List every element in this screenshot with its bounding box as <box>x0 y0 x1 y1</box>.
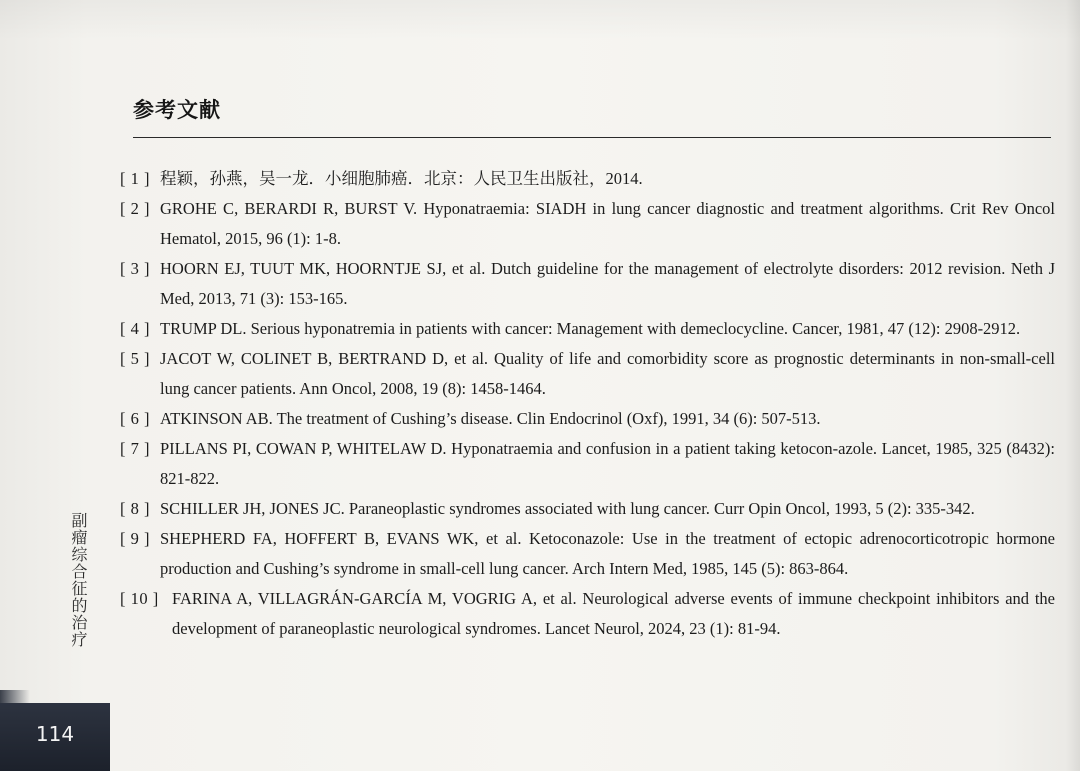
page-number: 114 <box>35 722 75 746</box>
reference-number: [ 9 ] <box>120 529 150 548</box>
reference-text: SHEPHERD FA, HOFFERT B, EVANS WK, et al. Ketoconazole: Use in the treatment of ectopic adrenocorticotropic hormone production and Cushing’s syndrome in small-cell lung cancer. Arch Intern Med, 1985, 145 (5): 863-864. <box>160 529 1055 578</box>
reference-list <box>120 164 1055 644</box>
reference-item <box>120 314 1055 344</box>
reference-text: 程颖，孙燕，吴一龙．小细胞肺癌．北京：人民卫生出版社，2014. <box>160 169 643 188</box>
reference-text: GROHE C, BERARDI R, BURST V. Hyponatraemia: SIADH in lung cancer diagnostic and treatment algorithms. Crit Rev Oncol Hematol, 2015, 96 (1): 1-8. <box>160 199 1055 248</box>
page-shadow <box>0 0 1080 40</box>
reference-item <box>120 344 1055 404</box>
section-title: 参考文献 <box>133 98 221 122</box>
reference-number: [ 7 ] <box>120 439 150 458</box>
reference-item <box>120 194 1055 254</box>
reference-item <box>120 524 1055 584</box>
reference-text: JACOT W, COLINET B, BERTRAND D, et al. Quality of life and comorbidity score as prognostic determinants in non-small-cell lung cancer patients. Ann Oncol, 2008, 19 (8): 1458-1464. <box>160 349 1055 398</box>
title-divider <box>133 137 1051 138</box>
reference-text: FARINA A, VILLAGRÁN-GARCÍA M, VOGRIG A, et al. Neurological adverse events of immune checkpoint inhibitors and the development of paraneoplastic neurological syndromes. Lancet Neurol, 2024, 23 (1): 81-94. <box>172 589 1055 638</box>
reference-item <box>120 404 1055 434</box>
reference-number: [ 6 ] <box>120 409 150 428</box>
reference-number: [ 3 ] <box>120 259 150 278</box>
reference-item <box>120 584 1055 644</box>
chapter-side-label: 副瘤综合征的治疗 <box>69 512 88 648</box>
reference-number: [ 8 ] <box>120 499 150 518</box>
reference-text: SCHILLER JH, JONES JC. Paraneoplastic syndromes associated with lung cancer. Curr Opin Oncol, 1993, 5 (2): 335-342. <box>160 499 975 518</box>
reference-text: ATKINSON AB. The treatment of Cushing’s disease. Clin Endocrinol (Oxf), 1991, 34 (6): 507-513. <box>160 409 821 428</box>
reference-text: HOORN EJ, TUUT MK, HOORNTJE SJ, et al. Dutch guideline for the management of electrolyte disorders: 2012 revision. Neth J Med, 2013, 71 (3): 153-165. <box>160 259 1055 308</box>
page-edge-shadow <box>1066 0 1080 771</box>
reference-item <box>120 434 1055 494</box>
reference-text: PILLANS PI, COWAN P, WHITELAW D. Hyponatraemia and confusion in a patient taking ketocon-azole. Lancet, 1985, 325 (8432): 821-822. <box>160 439 1055 488</box>
reference-number: [ 5 ] <box>120 349 150 368</box>
reference-item <box>120 164 1055 194</box>
reference-number: [ 4 ] <box>120 319 150 338</box>
reference-number: [ 10 ] <box>120 589 159 608</box>
reference-item <box>120 494 1055 524</box>
reference-item <box>120 254 1055 314</box>
reference-number: [ 2 ] <box>120 199 150 218</box>
reference-number: [ 1 ] <box>120 169 150 188</box>
reference-text: TRUMP DL. Serious hyponatremia in patients with cancer: Management with demeclocycline. Cancer, 1981, 47 (12): 2908-2912. <box>160 319 1021 338</box>
